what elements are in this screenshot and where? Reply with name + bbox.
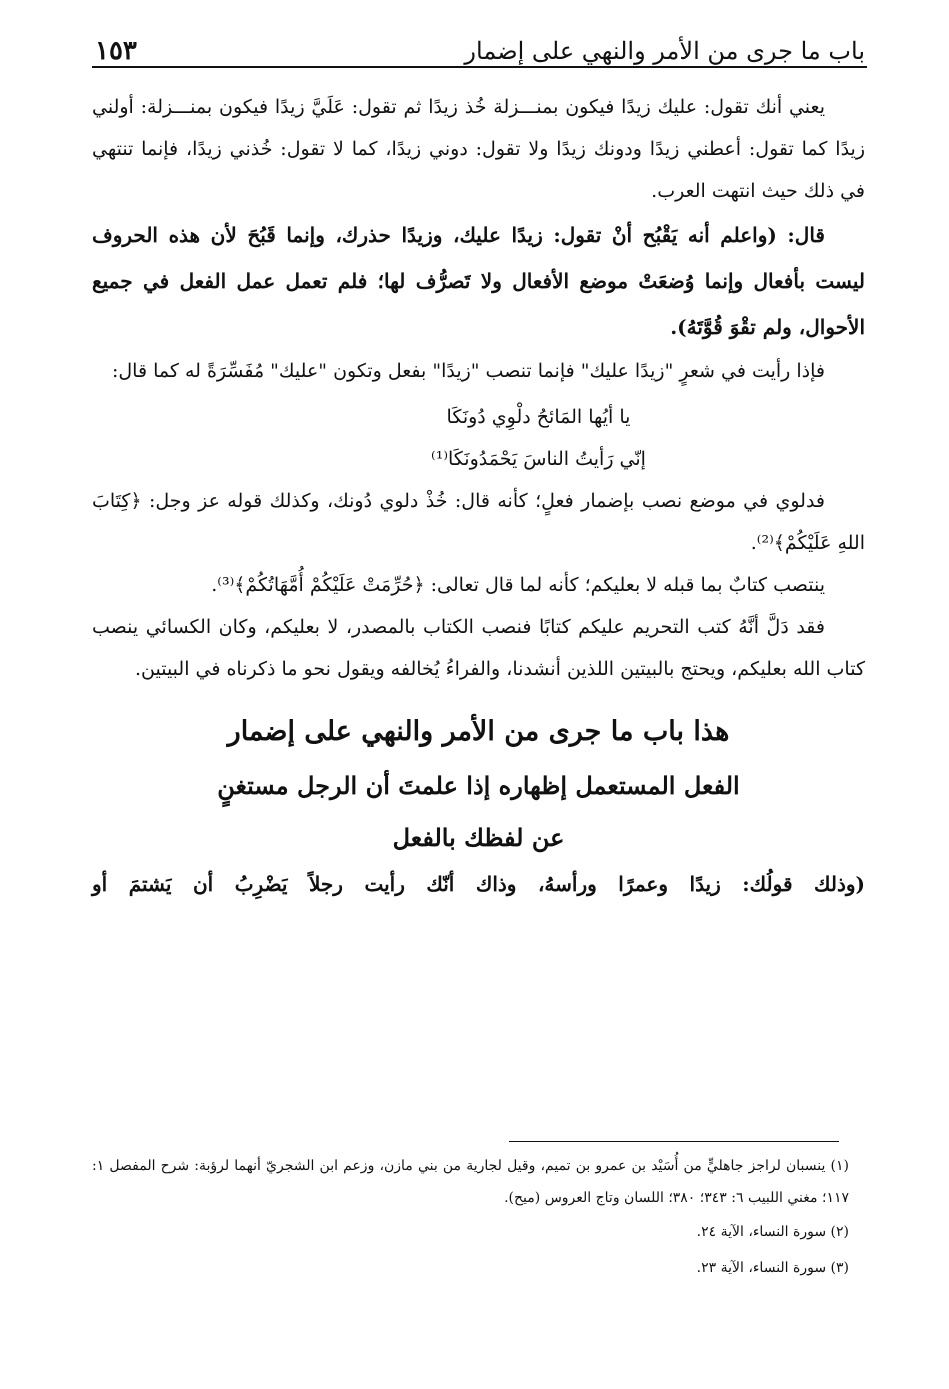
paragraph-5: ينتصب كتابٌ بما قبله لا بعليكم؛ كأنه لما قال تعالى: ﴿حُرِّمَتْ عَلَيْكُمْ أُمَّهَاتُكُمْ﴾⁽³⁾. bbox=[211, 574, 825, 596]
section-heading-line-1: هذا باب ما جرى من الأمر والنهي على إضمار bbox=[227, 716, 730, 747]
footnote-3: (٣) سورة النساء، الآية ٢٣. bbox=[696, 1260, 849, 1276]
paragraph-quote: قال: (واعلم أنه يَقْبُح أنْ تقول: زيدًا عليك، وزيدًا حذرك، وإنما قَبُحَ لأن هذه الحروف ليست بأفعال وإنما وُضعَتْ موضع الأفعال ولا تَصرُّف لها؛ فلم تعمل عمل الفعل في جميع الأحوال، ولم تقْوَ قُوَّتَهُ). bbox=[92, 223, 865, 339]
header-rule bbox=[92, 66, 867, 68]
footnotes bbox=[92, 1150, 849, 1286]
page-number: ١٥٣ bbox=[95, 36, 137, 66]
main-text bbox=[92, 86, 865, 904]
section-heading-line-2: الفعل المستعمل إظهاره إذا علمتَ أن الرجل مستغنٍ bbox=[217, 771, 740, 800]
section-heading-line-3: عن لفظك بالفعل bbox=[392, 823, 565, 852]
footnote-1: (١) ينسبان لراجز جاهليٍّ من أُسَيْد بن عمرو بن تميم، وقيل لجارية من بني مازن، وزعم ابن الشجريّ أنهما لرؤبة: شرح المفصل ١: ١١٧؛ مغني اللبيب ٦: ٣٤٣؛ ٣٨٠؛ اللسان وتاج العروس (ميح). bbox=[92, 1158, 849, 1206]
verse-line-2: إنّي رَأيتُ الناسَ يَحْمَدُونَكَا⁽¹⁾ bbox=[431, 448, 646, 470]
paragraph-final: (وذلك قولُك: زيدًا وعمرًا ورأسهُ، وذاك أنّك رأيت رجلاً يَضْرِبُ أن يَشتمَ أو bbox=[92, 872, 865, 896]
paragraph-1: يعني أنك تقول: عليك زيدًا فيكون بمنـــزلة خُذ زيدًا ثم تقول: عَلَيَّ زيدًا فيكون بمنـــزلة: أولني زيدًا كما تقول: أعطني زيدًا ودونك زيدًا ولا تقول: دوني زيدًا، كما لا تقول: خُذني زيدًا، فإنما تنتهي في ذلك حيث انتهت العرب. bbox=[92, 96, 865, 202]
paragraph-6: فقد دَلَّ أنَّهُ كتب التحريم عليكم كتابًا فنصب الكتاب بالمصدر، لا بعليكم، وكان الكسائي ينصب كتاب الله بعليكم، ويحتج بالبيتين اللذين أنشدنا، والفراءُ يُخالفه ويقول نحو ما ذكرناه في البيتين. bbox=[92, 616, 865, 680]
paragraph-3: فإذا رأيت في شعرٍ "زيدًا عليك" فإنما تنصب "زيدًا" بفعل وتكون "عليك" مُفَسِّرَةً له كما قال: bbox=[111, 360, 825, 382]
footnote-rule bbox=[509, 1141, 839, 1142]
verse-line-1: يا أيُها المَائحُ دلْوِي دُونَكَا bbox=[446, 406, 631, 428]
footnote-2: (٢) سورة النساء، الآية ٢٤. bbox=[696, 1224, 849, 1240]
running-header bbox=[95, 26, 865, 66]
paragraph-4: فدلوي في موضع نصب بإضمار فعلٍ؛ كأنه قال: خُذْ دلوي دُونك، وكذلك قوله عز وجل: ﴿كِتَابَ اللهِ عَلَيْكُمْ﴾⁽²⁾. bbox=[92, 490, 865, 554]
header-title: باب ما جرى من الأمر والنهي على إضمار bbox=[464, 37, 865, 65]
